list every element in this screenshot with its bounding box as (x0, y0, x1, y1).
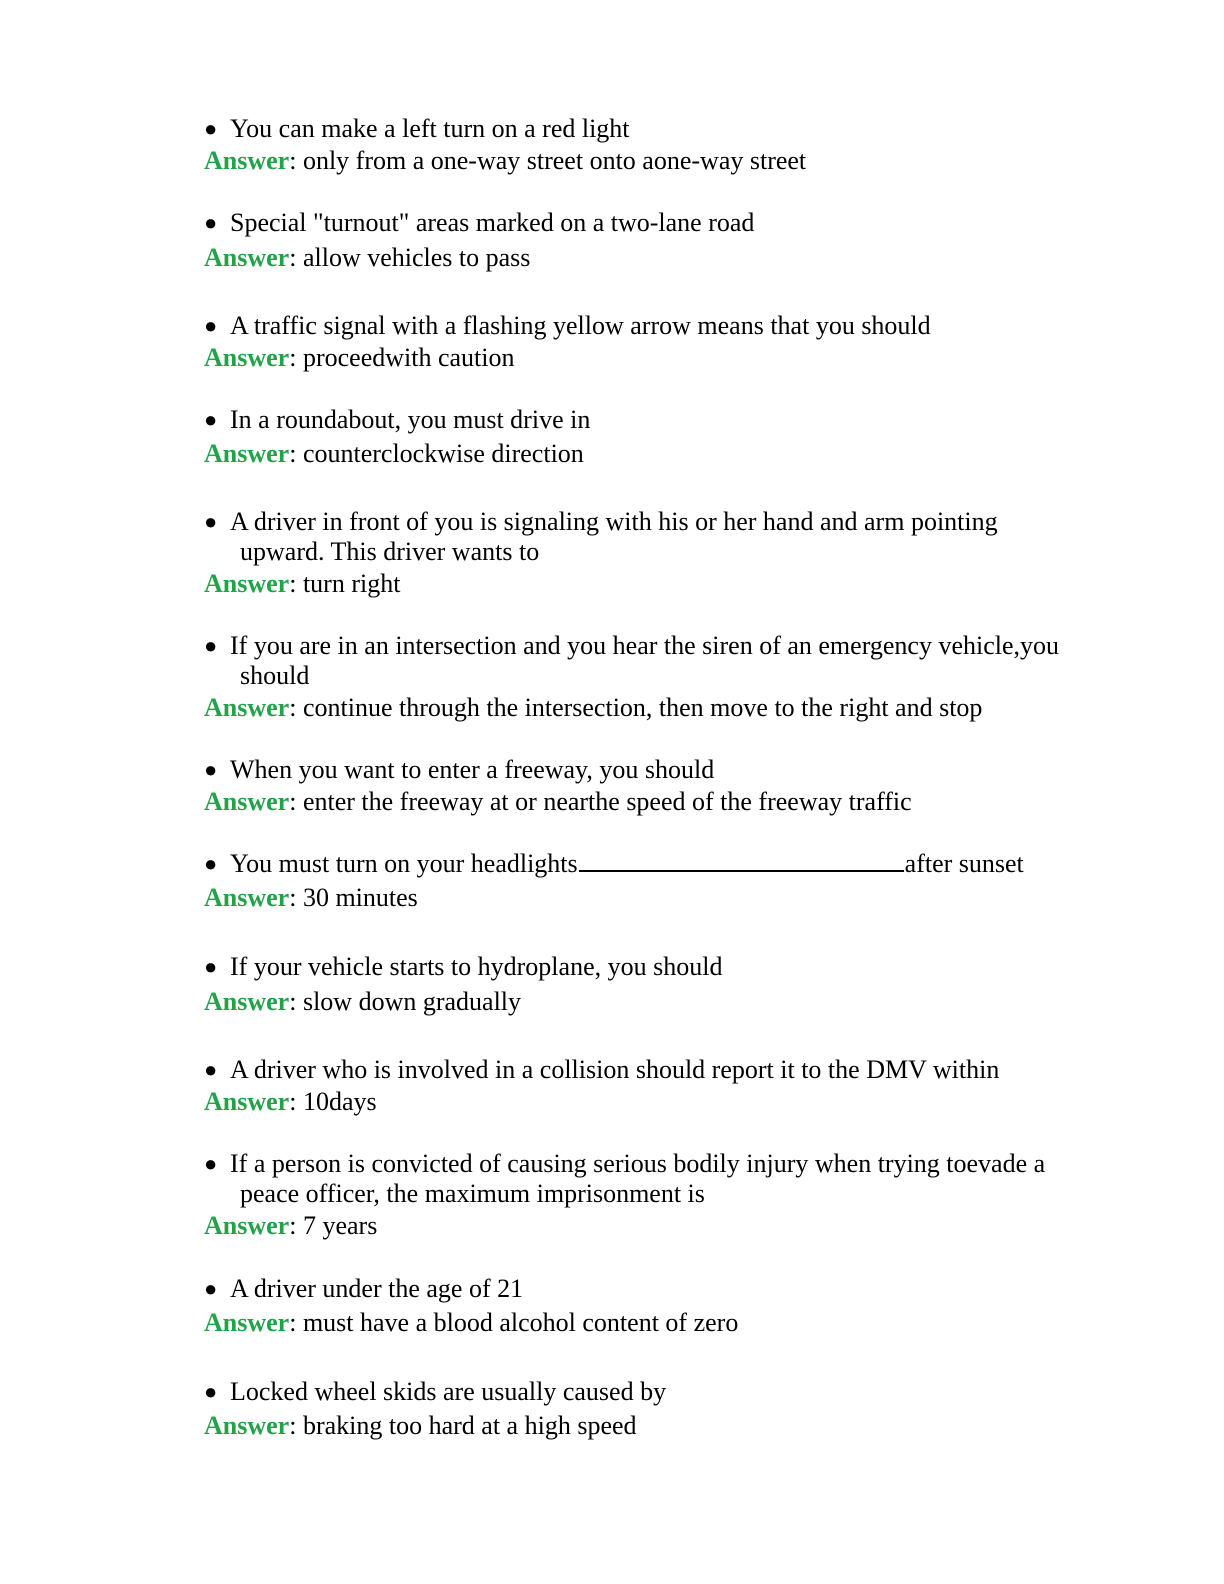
bullet-icon: ● (204, 851, 218, 876)
answer-label: Answer (204, 1087, 290, 1116)
bullet-icon: ● (204, 210, 218, 235)
question-text: You can make a left turn on a red light (230, 114, 630, 143)
answer-text: continue through the intersection, then move to the right and stop (302, 693, 983, 722)
answer-label: Answer (204, 439, 290, 468)
question (204, 1055, 1104, 1085)
question-line-cont: peace officer, the maximum imprisonment is (240, 1179, 705, 1208)
question-text (230, 1149, 1104, 1209)
bullet-icon: ● (204, 1379, 218, 1404)
question-text (230, 631, 1104, 691)
answer-label: Answer (204, 243, 290, 272)
question-text: A driver who is involved in a collision should report it to the DMV within (230, 1055, 1000, 1084)
bullet-icon: ● (204, 633, 218, 658)
answer-text: counterclockwise direction (302, 439, 584, 468)
answer-text: braking too hard at a high speed (302, 1411, 637, 1440)
bullet-icon: ● (204, 1276, 218, 1301)
answer-text: turn right (302, 569, 401, 598)
answer: Answer: 30 minutes (204, 883, 418, 912)
answer: Answer: turn right (204, 569, 401, 598)
qa-item (204, 755, 1104, 817)
bullet-icon: ● (204, 954, 218, 979)
answer: Answer: enter the freeway at or nearthe speed of the freeway traffic (204, 787, 912, 816)
bullet-icon: ● (204, 1151, 218, 1176)
qa-item (204, 405, 1104, 469)
bullet-icon: ● (204, 757, 218, 782)
question (204, 114, 1104, 144)
answer: Answer: allow vehicles to pass (204, 243, 531, 272)
question-text: When you want to enter a freeway, you should (230, 755, 715, 784)
answer-text: 30 minutes (302, 883, 418, 912)
question (204, 849, 1104, 879)
qa-item (204, 952, 1104, 1017)
question (204, 631, 1104, 691)
answer-label: Answer (204, 1211, 290, 1240)
question-line: You must turn on your headlights (230, 849, 578, 878)
answer-label: Answer (204, 1411, 290, 1440)
answer-text: slow down gradually (302, 987, 522, 1016)
answer: Answer: 10days (204, 1087, 377, 1116)
answer: Answer: braking too hard at a high speed (204, 1411, 637, 1440)
answer-label: Answer (204, 693, 290, 722)
answer-text: 10days (302, 1087, 377, 1116)
answer-label: Answer (204, 146, 290, 175)
fill-in-blank (579, 852, 904, 872)
answer: Answer: only from a one-way street onto aone-way street (204, 146, 807, 175)
question-line: If you are in an intersection and you hear the siren of an emergency vehicle,you (230, 631, 1060, 660)
question (204, 1377, 1104, 1407)
question (204, 1149, 1104, 1209)
qa-item (204, 1377, 1104, 1441)
question (204, 208, 1104, 238)
answer: Answer: must have a blood alcohol content of zero (204, 1308, 739, 1337)
answer-text: 7 years (302, 1211, 378, 1240)
question-text: A driver under the age of 21 (230, 1274, 524, 1303)
answer-label: Answer (204, 343, 290, 372)
answer-text: only from a one-way street onto aone-way street (302, 146, 807, 175)
bullet-icon: ● (204, 407, 218, 432)
qa-item (204, 631, 1104, 723)
answer-text: allow vehicles to pass (302, 243, 531, 272)
answer-label: Answer (204, 883, 290, 912)
answer: Answer: 7 years (204, 1211, 378, 1240)
question-text: Locked wheel skids are usually caused by (230, 1377, 667, 1406)
bullet-icon: ● (204, 313, 218, 338)
question-line: A driver in front of you is signaling with his or her hand and arm pointing (230, 507, 998, 536)
question (204, 1274, 1104, 1304)
answer-label: Answer (204, 987, 290, 1016)
qa-item (204, 1055, 1104, 1117)
qa-item (204, 849, 1104, 913)
bullet-icon: ● (204, 1057, 218, 1082)
question-text: Special "turnout" areas marked on a two-lane road (230, 208, 755, 237)
question-text: In a roundabout, you must drive in (230, 405, 591, 434)
answer-label: Answer (204, 1308, 290, 1337)
answer-text: must have a blood alcohol content of zero (302, 1308, 739, 1337)
answer: Answer: counterclockwise direction (204, 439, 584, 468)
question-text (230, 507, 1104, 567)
answer-text: proceedwith caution (302, 343, 515, 372)
bullet-icon: ● (204, 509, 218, 534)
answer: Answer: proceedwith caution (204, 343, 515, 372)
question-line: If a person is convicted of causing serious bodily injury when trying toevade a (230, 1149, 1046, 1178)
answer: Answer: continue through the intersection, then move to the right and stop (204, 693, 983, 722)
qa-item (204, 507, 1104, 599)
question-line-after-blank: after sunset (904, 849, 1024, 878)
question (204, 507, 1104, 567)
qa-item (204, 311, 1104, 373)
qa-item (204, 208, 1104, 273)
question (204, 311, 1104, 341)
question-line-cont: upward. This driver wants to (240, 537, 540, 566)
answer-label: Answer (204, 787, 290, 816)
question (204, 405, 1104, 435)
qa-item (204, 1149, 1104, 1241)
question-text (230, 849, 1104, 879)
question (204, 755, 1104, 785)
question (204, 952, 1104, 982)
answer-text: enter the freeway at or nearthe speed of the freeway traffic (302, 787, 912, 816)
qa-item (204, 114, 1104, 176)
question-line-cont: should (240, 661, 310, 690)
answer: Answer: slow down gradually (204, 987, 522, 1016)
question-text: If your vehicle starts to hydroplane, you should (230, 952, 723, 981)
answer-label: Answer (204, 569, 290, 598)
qa-item (204, 1274, 1104, 1338)
question-text: A traffic signal with a flashing yellow arrow means that you should (230, 311, 931, 340)
bullet-icon: ● (204, 116, 218, 141)
